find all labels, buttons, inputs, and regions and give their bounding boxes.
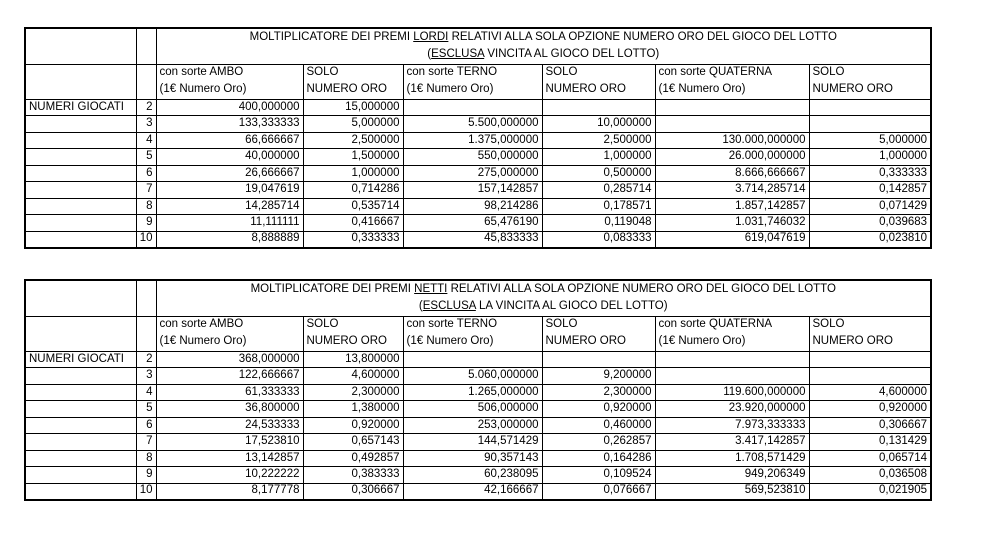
value-cell: 13,142857 <box>156 450 303 467</box>
value-cell: 13,800000 <box>303 351 403 368</box>
value-cell: 0,065714 <box>809 450 931 467</box>
header-blank <box>136 316 156 334</box>
value-cell: 0,657143 <box>303 434 403 451</box>
numbers-played-cell: 5 <box>136 401 156 418</box>
value-cell: 0,131429 <box>809 434 931 451</box>
value-cell: 1.031,746032 <box>655 215 809 232</box>
value-cell: 0,262857 <box>542 434 655 451</box>
value-cell <box>655 368 809 385</box>
value-cell: 0,920000 <box>809 401 931 418</box>
value-cell: 253,000000 <box>403 417 542 434</box>
value-cell: 0,333333 <box>303 231 403 248</box>
table-title: MOLTIPLICATORE DEI PREMI NETTI RELATIVI ALLA SOLA OPZIONE NUMERO ORO DEL GIOCO DEL LOTTO <box>156 280 931 298</box>
numbers-played-cell: 10 <box>136 483 156 500</box>
value-cell: 23.920,000000 <box>655 401 809 418</box>
value-cell: 2,300000 <box>542 384 655 401</box>
value-cell: 0,071429 <box>809 198 931 215</box>
column-header-sub: NUMERO ORO <box>809 334 931 352</box>
value-cell: 0,416667 <box>303 215 403 232</box>
row-label <box>25 450 136 467</box>
value-cell: 5,000000 <box>303 116 403 133</box>
value-cell: 619,047619 <box>655 231 809 248</box>
value-cell: 15,000000 <box>303 99 403 116</box>
value-cell: 0,535714 <box>303 198 403 215</box>
column-header: SOLO <box>809 64 931 82</box>
header-blank <box>25 64 136 82</box>
table-subtitle: (ESCLUSA LA VINCITA AL GIOCO DEL LOTTO) <box>156 298 931 316</box>
value-cell: 5.500,000000 <box>403 116 542 133</box>
table-row <box>25 401 931 418</box>
value-cell: 275,000000 <box>403 165 542 182</box>
value-cell: 0,500000 <box>542 165 655 182</box>
column-header: con sorte QUATERNA <box>655 316 809 334</box>
value-cell: 5.060,000000 <box>403 368 542 385</box>
numbers-played-cell: 6 <box>136 165 156 182</box>
value-cell: 0,285714 <box>542 182 655 199</box>
value-cell: 0,076667 <box>542 483 655 500</box>
column-header: SOLO <box>542 64 655 82</box>
table-row <box>25 368 931 385</box>
table-row <box>25 467 931 484</box>
value-cell: 10,000000 <box>542 116 655 133</box>
row-label <box>25 149 136 166</box>
value-cell: 61,333333 <box>156 384 303 401</box>
column-header-sub: NUMERO ORO <box>303 82 403 100</box>
table-row <box>25 165 931 182</box>
value-cell: 60,238095 <box>403 467 542 484</box>
row-label <box>25 467 136 484</box>
value-cell <box>655 351 809 368</box>
column-header-sub: NUMERO ORO <box>809 82 931 100</box>
numbers-played-cell: 2 <box>136 99 156 116</box>
table-row <box>25 99 931 116</box>
value-cell: 4,600000 <box>809 384 931 401</box>
value-cell: 2,300000 <box>303 384 403 401</box>
value-cell: 42,166667 <box>403 483 542 500</box>
table-subtitle: (ESCLUSA VINCITA AL GIOCO DEL LOTTO) <box>156 46 931 64</box>
value-cell <box>655 116 809 133</box>
value-cell: 1,000000 <box>303 165 403 182</box>
column-header: con sorte TERNO <box>403 64 542 82</box>
column-header-sub: (1€ Numero Oro) <box>156 334 303 352</box>
value-cell: 1.265,000000 <box>403 384 542 401</box>
value-cell <box>809 116 931 133</box>
value-cell: 36,800000 <box>156 401 303 418</box>
row-label <box>25 215 136 232</box>
value-cell: 8.666,666667 <box>655 165 809 182</box>
column-header-sub: NUMERO ORO <box>542 82 655 100</box>
value-cell: 1,000000 <box>542 149 655 166</box>
value-cell: 65,476190 <box>403 215 542 232</box>
value-cell <box>542 99 655 116</box>
row-label <box>25 483 136 500</box>
value-cell: 45,833333 <box>403 231 542 248</box>
value-cell: 3.714,285714 <box>655 182 809 199</box>
value-cell: 10,222222 <box>156 467 303 484</box>
value-cell <box>809 351 931 368</box>
column-header-sub: (1€ Numero Oro) <box>156 82 303 100</box>
table-row <box>25 384 931 401</box>
lordi-multiplier-table <box>24 27 932 249</box>
value-cell: 368,000000 <box>156 351 303 368</box>
value-cell: 119.600,000000 <box>655 384 809 401</box>
value-cell: 144,571429 <box>403 434 542 451</box>
value-cell: 3.417,142857 <box>655 434 809 451</box>
header-blank <box>25 334 136 352</box>
row-label <box>25 368 136 385</box>
column-header: con sorte AMBO <box>156 64 303 82</box>
value-cell: 122,666667 <box>156 368 303 385</box>
table-row <box>25 434 931 451</box>
table-row <box>25 198 931 215</box>
column-header: SOLO <box>542 316 655 334</box>
corner-cell <box>25 280 136 298</box>
value-cell: 0,333333 <box>809 165 931 182</box>
value-cell: 0,306667 <box>303 483 403 500</box>
numbers-played-cell: 2 <box>136 351 156 368</box>
row-label <box>25 116 136 133</box>
row-label <box>25 417 136 434</box>
value-cell <box>809 368 931 385</box>
table-row <box>25 116 931 133</box>
value-cell: 0,142857 <box>809 182 931 199</box>
value-cell: 1.857,142857 <box>655 198 809 215</box>
value-cell: 0,119048 <box>542 215 655 232</box>
table-row <box>25 483 931 500</box>
column-header-sub: NUMERO ORO <box>542 334 655 352</box>
value-cell: 569,523810 <box>655 483 809 500</box>
table-row <box>25 417 931 434</box>
corner-cell <box>25 28 136 46</box>
corner-cell <box>136 280 156 298</box>
value-cell <box>542 351 655 368</box>
column-header: con sorte QUATERNA <box>655 64 809 82</box>
numbers-played-cell: 10 <box>136 231 156 248</box>
value-cell: 550,000000 <box>403 149 542 166</box>
row-label <box>25 165 136 182</box>
column-header: SOLO <box>303 316 403 334</box>
value-cell: 26.000,000000 <box>655 149 809 166</box>
header-blank <box>25 82 136 100</box>
table-row <box>25 351 931 368</box>
value-cell: 14,285714 <box>156 198 303 215</box>
value-cell: 1,000000 <box>809 149 931 166</box>
column-header: SOLO <box>303 64 403 82</box>
value-cell <box>403 351 542 368</box>
numbers-played-cell: 5 <box>136 149 156 166</box>
row-label: NUMERI GIOCATI <box>25 351 136 368</box>
value-cell: 0,036508 <box>809 467 931 484</box>
value-cell <box>655 99 809 116</box>
value-cell: 1,380000 <box>303 401 403 418</box>
table-row <box>25 132 931 149</box>
value-cell: 1.708,571429 <box>655 450 809 467</box>
numbers-played-cell: 9 <box>136 215 156 232</box>
value-cell: 2,500000 <box>542 132 655 149</box>
table-title: MOLTIPLICATORE DEI PREMI LORDI RELATIVI ALLA SOLA OPZIONE NUMERO ORO DEL GIOCO DEL LOTTO <box>156 28 931 46</box>
value-cell: 0,920000 <box>542 401 655 418</box>
value-cell <box>809 99 931 116</box>
corner-cell <box>25 298 136 316</box>
numbers-played-cell: 6 <box>136 417 156 434</box>
numbers-played-cell: 8 <box>136 198 156 215</box>
numbers-played-cell: 7 <box>136 434 156 451</box>
value-cell: 130.000,000000 <box>655 132 809 149</box>
value-cell <box>403 99 542 116</box>
corner-cell <box>136 46 156 64</box>
table-row <box>25 182 931 199</box>
column-header: SOLO <box>809 316 931 334</box>
column-header-sub: (1€ Numero Oro) <box>403 334 542 352</box>
column-header: con sorte AMBO <box>156 316 303 334</box>
header-blank <box>136 82 156 100</box>
value-cell: 157,142857 <box>403 182 542 199</box>
value-cell: 26,666667 <box>156 165 303 182</box>
value-cell: 9,200000 <box>542 368 655 385</box>
value-cell: 0,023810 <box>809 231 931 248</box>
header-blank <box>136 64 156 82</box>
value-cell: 1.375,000000 <box>403 132 542 149</box>
value-cell: 2,500000 <box>303 132 403 149</box>
value-cell: 90,357143 <box>403 450 542 467</box>
value-cell: 24,533333 <box>156 417 303 434</box>
table-row <box>25 231 931 248</box>
column-header-sub: NUMERO ORO <box>303 334 403 352</box>
row-label <box>25 132 136 149</box>
numbers-played-cell: 4 <box>136 384 156 401</box>
numbers-played-cell: 7 <box>136 182 156 199</box>
row-label <box>25 434 136 451</box>
value-cell: 0,039683 <box>809 215 931 232</box>
value-cell: 0,306667 <box>809 417 931 434</box>
numbers-played-cell: 8 <box>136 450 156 467</box>
column-header-sub: (1€ Numero Oro) <box>655 82 809 100</box>
value-cell: 0,021905 <box>809 483 931 500</box>
numbers-played-cell: 3 <box>136 116 156 133</box>
row-label <box>25 198 136 215</box>
column-header: con sorte TERNO <box>403 316 542 334</box>
value-cell: 133,333333 <box>156 116 303 133</box>
value-cell: 8,177778 <box>156 483 303 500</box>
corner-cell <box>25 46 136 64</box>
value-cell: 0,109524 <box>542 467 655 484</box>
value-cell: 4,600000 <box>303 368 403 385</box>
header-blank <box>136 334 156 352</box>
value-cell: 11,111111 <box>156 215 303 232</box>
value-cell: 0,492857 <box>303 450 403 467</box>
table-row <box>25 215 931 232</box>
value-cell: 0,460000 <box>542 417 655 434</box>
value-cell: 17,523810 <box>156 434 303 451</box>
netti-multiplier-table <box>24 279 932 501</box>
value-cell: 7.973,333333 <box>655 417 809 434</box>
row-label <box>25 182 136 199</box>
value-cell: 949,206349 <box>655 467 809 484</box>
value-cell: 0,920000 <box>303 417 403 434</box>
column-header-sub: (1€ Numero Oro) <box>655 334 809 352</box>
value-cell: 8,888889 <box>156 231 303 248</box>
row-label <box>25 384 136 401</box>
row-label <box>25 231 136 248</box>
value-cell: 5,000000 <box>809 132 931 149</box>
value-cell: 98,214286 <box>403 198 542 215</box>
corner-cell <box>136 28 156 46</box>
value-cell: 40,000000 <box>156 149 303 166</box>
table-row <box>25 450 931 467</box>
header-blank <box>25 316 136 334</box>
numbers-played-cell: 9 <box>136 467 156 484</box>
row-label: NUMERI GIOCATI <box>25 99 136 116</box>
value-cell: 19,047619 <box>156 182 303 199</box>
numbers-played-cell: 3 <box>136 368 156 385</box>
value-cell: 66,666667 <box>156 132 303 149</box>
value-cell: 506,000000 <box>403 401 542 418</box>
value-cell: 1,500000 <box>303 149 403 166</box>
value-cell: 0,164286 <box>542 450 655 467</box>
corner-cell <box>136 298 156 316</box>
value-cell: 0,714286 <box>303 182 403 199</box>
value-cell: 0,178571 <box>542 198 655 215</box>
value-cell: 400,000000 <box>156 99 303 116</box>
table-row <box>25 149 931 166</box>
row-label <box>25 401 136 418</box>
numbers-played-cell: 4 <box>136 132 156 149</box>
value-cell: 0,083333 <box>542 231 655 248</box>
value-cell: 0,383333 <box>303 467 403 484</box>
column-header-sub: (1€ Numero Oro) <box>403 82 542 100</box>
